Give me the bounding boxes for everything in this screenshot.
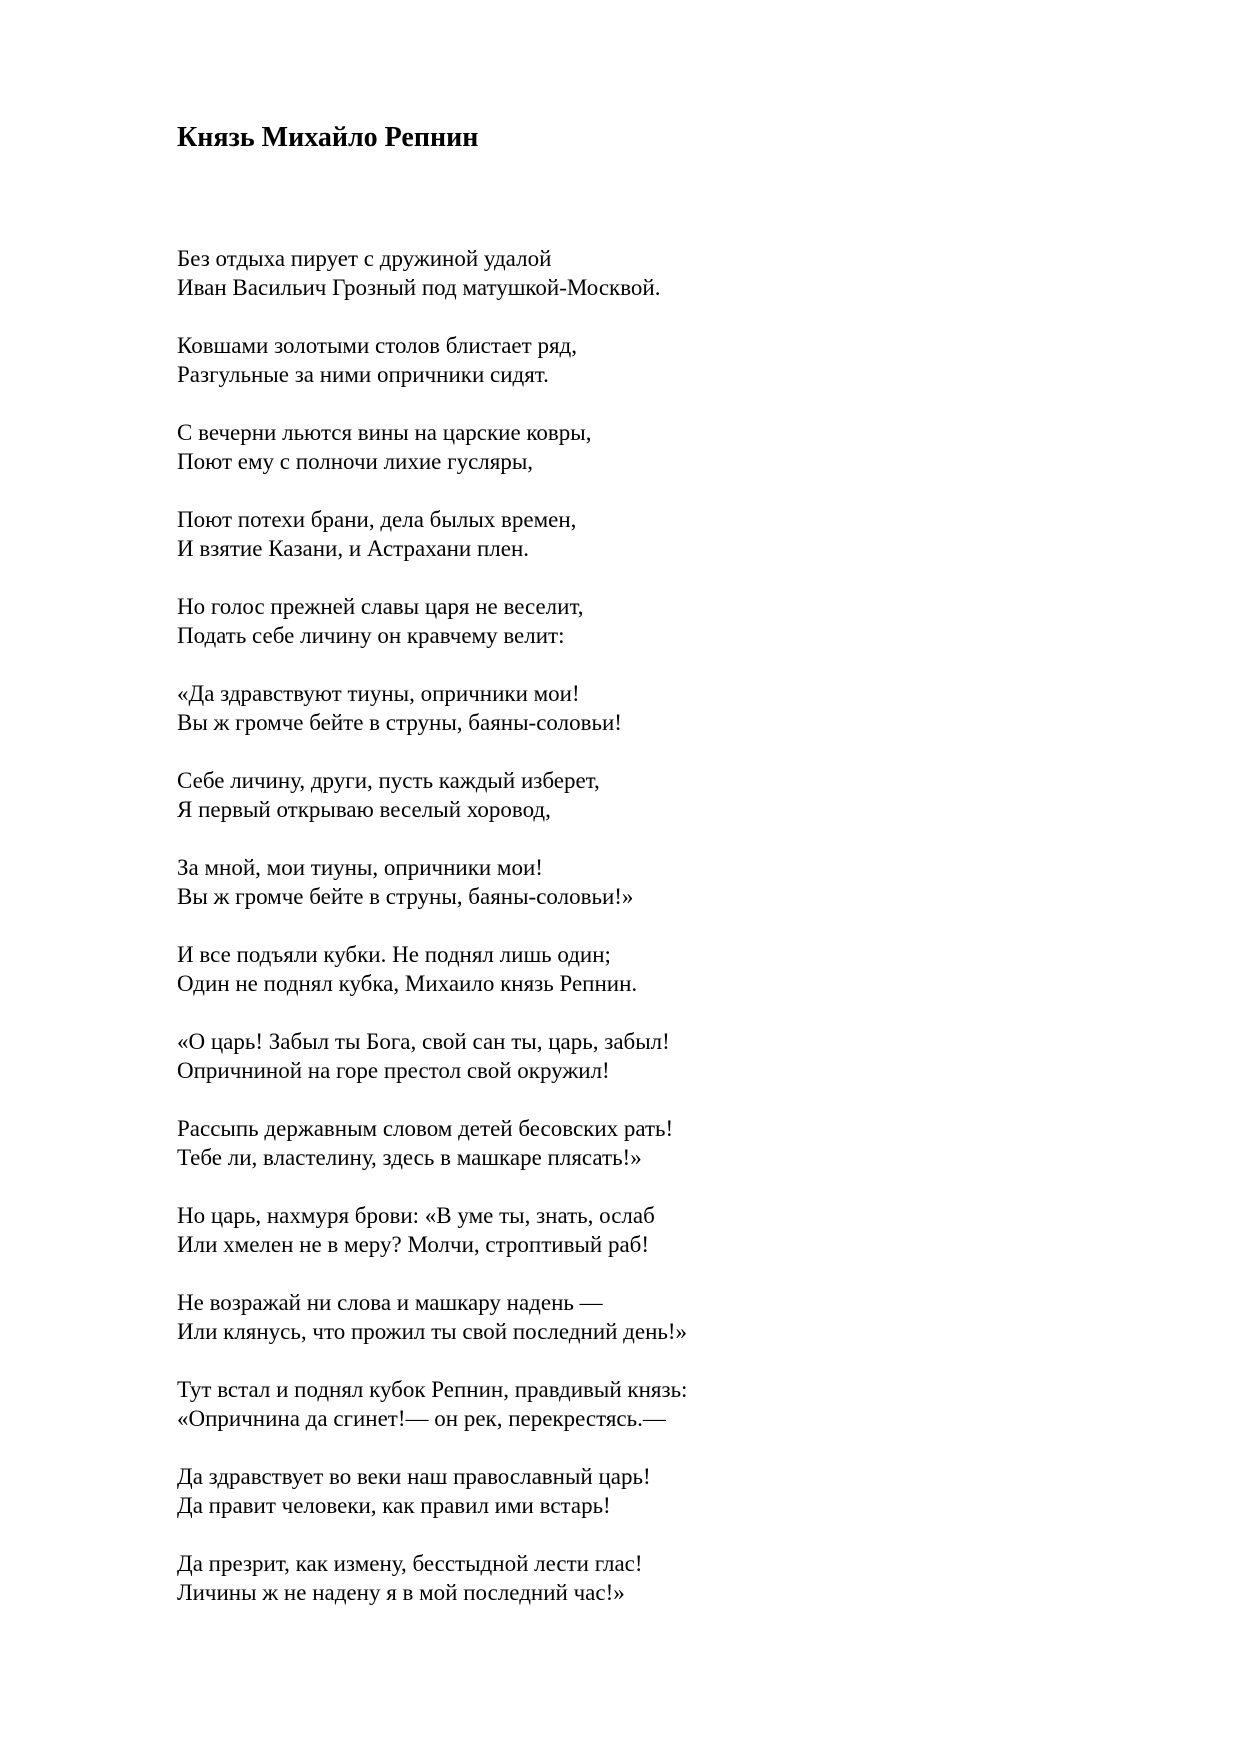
poem-stanza — [177, 419, 1177, 476]
poem-line: «Опричнина да сгинет!— он рек, перекрестясь.— — [177, 1405, 666, 1431]
poem-stanza — [177, 506, 1177, 563]
poem-line: Но царь, нахмуря брови: «В уме ты, знать, ослаб — [177, 1203, 655, 1228]
poem-line: Опричниной на горе престол свой окружил! — [177, 1057, 610, 1083]
poem-line: Рассыпь державным словом детей бесовских рать! — [177, 1116, 674, 1141]
poem-line: Иван Васильич Грозный под матушкой-Москвой. — [177, 274, 661, 300]
poem-stanza — [177, 1550, 1177, 1607]
poem-stanza — [177, 1376, 1177, 1433]
poem-stanza — [177, 245, 1177, 302]
poem-stanza — [177, 767, 1177, 824]
poem-stanza — [177, 1115, 1177, 1172]
poem-line: С вечерни льются вины на царские ковры, — [177, 420, 592, 445]
page-title: Князь Михайло Репнин — [177, 122, 479, 153]
poem-line: «Да здравствуют тиуны, опричники мои! — [177, 681, 580, 706]
poem-line: Не возражай ни слова и машкару надень — — [177, 1290, 603, 1315]
poem-line: Подать себе личину он кравчему велит: — [177, 622, 565, 648]
poem-line: Да правит человеки, как правил ими встарь! — [177, 1492, 611, 1518]
poem-line: Без отдыха пирует с дружиной удалой — [177, 246, 552, 271]
poem-line: За мной, мои тиуны, опричники мои! — [177, 855, 543, 880]
poem-line: Или клянусь, что прожил ты свой последний день!» — [177, 1318, 688, 1344]
poem-line: Личины ж не надену я в мой последний час!» — [177, 1579, 625, 1605]
poem-stanza — [177, 1202, 1177, 1259]
poem-line: Да здравствует во веки наш православный царь! — [177, 1464, 651, 1489]
poem-line: И все подъяли кубки. Не поднял лишь один; — [177, 942, 611, 967]
poem-line: «О царь! Забыл ты Бога, свой сан ты, царь, забыл! — [177, 1029, 670, 1054]
poem-stanza — [177, 1463, 1177, 1520]
poem-line: Да презрит, как измену, бесстыдной лести глас! — [177, 1551, 643, 1576]
poem-body — [177, 245, 1177, 1637]
poem-stanza — [177, 680, 1177, 737]
poem-line: И взятие Казани, и Астрахани плен. — [177, 535, 530, 561]
poem-line: Разгульные за ними опричники сидят. — [177, 361, 549, 387]
poem-line: Себе личину, други, пусть каждый изберет, — [177, 768, 600, 793]
poem-stanza — [177, 332, 1177, 389]
poem-line: Или хмелен не в меру? Молчи, строптивый раб! — [177, 1231, 650, 1257]
poem-line: Но голос прежней славы царя не веселит, — [177, 594, 584, 619]
poem-line: Один не поднял кубка, Михаило князь Репнин. — [177, 970, 638, 996]
poem-stanza — [177, 854, 1177, 911]
poem-line: Поют ему с полночи лихие гусляры, — [177, 448, 534, 474]
poem-line: Тут встал и поднял кубок Репнин, правдивый князь: — [177, 1377, 688, 1402]
poem-line: Тебе ли, властелину, здесь в машкаре плясать!» — [177, 1144, 642, 1170]
poem-line: Поют потехи брани, дела былых времен, — [177, 507, 577, 532]
poem-stanza — [177, 1289, 1177, 1346]
poem-line: Вы ж громче бейте в струны, баяны-соловьи! — [177, 709, 622, 735]
poem-line: Вы ж громче бейте в струны, баяны-соловьи!» — [177, 883, 634, 909]
poem-line: Ковшами золотыми столов блистает ряд, — [177, 333, 577, 358]
poem-stanza — [177, 593, 1177, 650]
poem-stanza — [177, 1028, 1177, 1085]
poem-stanza — [177, 941, 1177, 998]
poem-line: Я первый открываю веселый хоровод, — [177, 796, 551, 822]
